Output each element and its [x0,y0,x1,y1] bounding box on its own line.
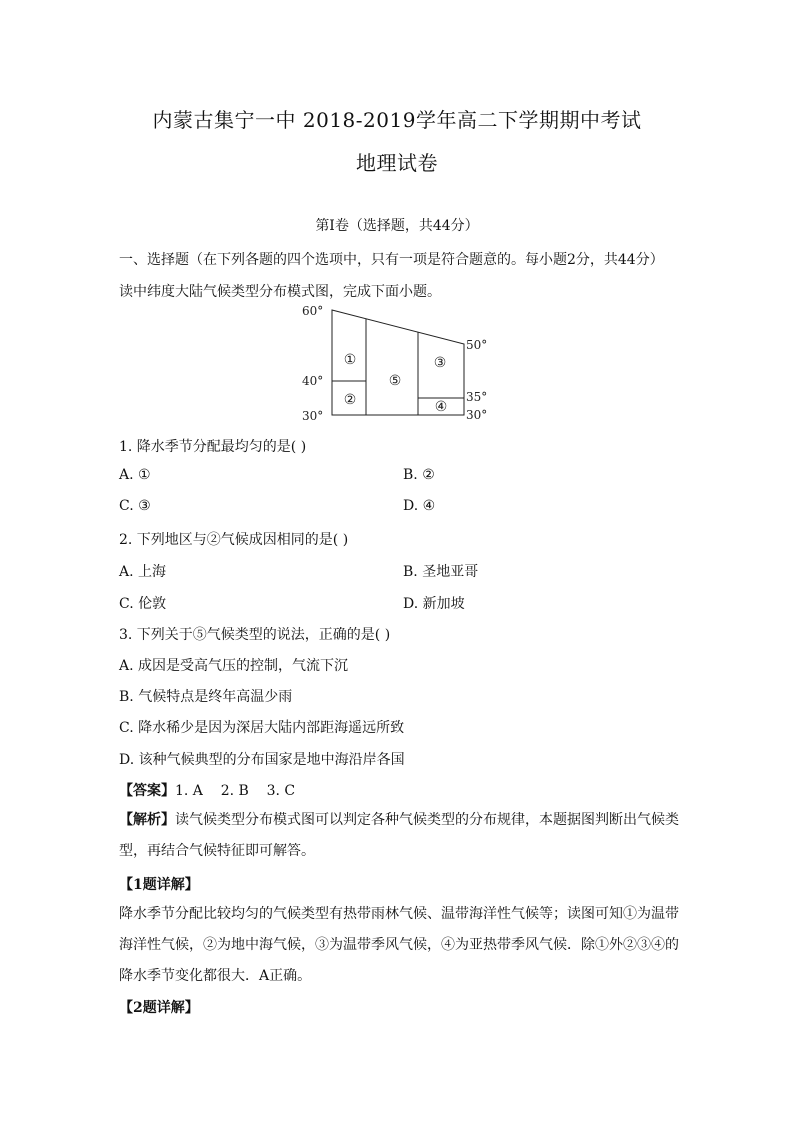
section-header: 第Ⅰ卷（选择题，共44分） [315,218,479,234]
region-2-label: ② [343,392,357,408]
q1-option-b: B. ② [403,467,435,483]
region-3-label: ③ [433,355,447,371]
label-30-left: 30° [302,409,324,423]
answer-line [119,780,295,800]
region-5-label: ⑤ [388,373,402,389]
region-1-label: ① [343,352,357,368]
q3-option-a: A. 成因是受高气压的控制，气流下沉 [119,658,349,674]
analysis-label: 【解析】 [119,812,175,828]
label-50: 50° [466,338,488,352]
q2-option-c: C. 伦敦 [119,596,167,612]
q2-option-d: D. 新加坡 [403,596,465,612]
q3-option-b: B. 气候特点是终年高温少雨 [119,689,293,705]
question-3-stem: 3. 下列关于⑤气候类型的说法，正确的是( ) [119,627,391,643]
label-35: 35° [466,390,488,404]
exam-subtitle: 地理试卷 [356,151,438,175]
answer-label: 【答案】 [119,783,175,799]
question-intro: 读中纬度大陆气候类型分布模式图，完成下面小题。 [119,284,441,300]
exam-title: 内蒙古集宁一中 2018-2019学年高二下学期期中考试 [152,108,642,132]
q2-option-b: B. 圣地亚哥 [403,564,479,580]
label-40: 40° [302,374,324,388]
analysis-text: 读气候类型分布模式图可以判定各种气候类型的分布规律，本题据图判断出气候类型，再结合气候特征即可解答。 [119,812,679,859]
label-30-right: 30° [466,408,488,422]
detail-1-text: 降水季节分配比较均匀的气候类型有热带雨林气候、温带海洋性气候等；读图可知①为温带海洋性气候，②为地中海气候，③为温带季风气候，④为亚热带季风气候．除①外②③④的降水季节变化都很大．A正确。 [119,906,679,984]
q3-option-c: C. 降水稀少是因为深居大陆内部距海遥远所致 [119,720,405,736]
detail-2-label: 【2题详解】 [119,1000,199,1016]
q1-option-a: A. ① [119,467,151,483]
instructions: 一、选择题（在下列各题的四个选项中，只有一项是符合题意的。每小题2分，共44分） [119,252,664,268]
q1-option-d: D. ④ [403,498,436,514]
q3-option-d: D. 该种气候典型的分布国家是地中海沿岸各国 [119,752,405,768]
answer-text: 1. A 2. B 3. C [175,783,296,799]
analysis-paragraph [119,805,679,867]
detail-1-label: 【1题详解】 [119,877,199,893]
question-1-stem: 1. 降水季节分配最均匀的是( ) [119,439,307,455]
climate-distribution-figure [300,302,500,428]
q1-option-c: C. ③ [119,498,151,514]
q2-option-a: A. 上海 [119,564,167,580]
region-4-label: ④ [434,399,448,415]
question-2-stem: 2. 下列地区与②气候成因相同的是( ) [119,532,349,548]
label-60: 60° [302,304,324,318]
